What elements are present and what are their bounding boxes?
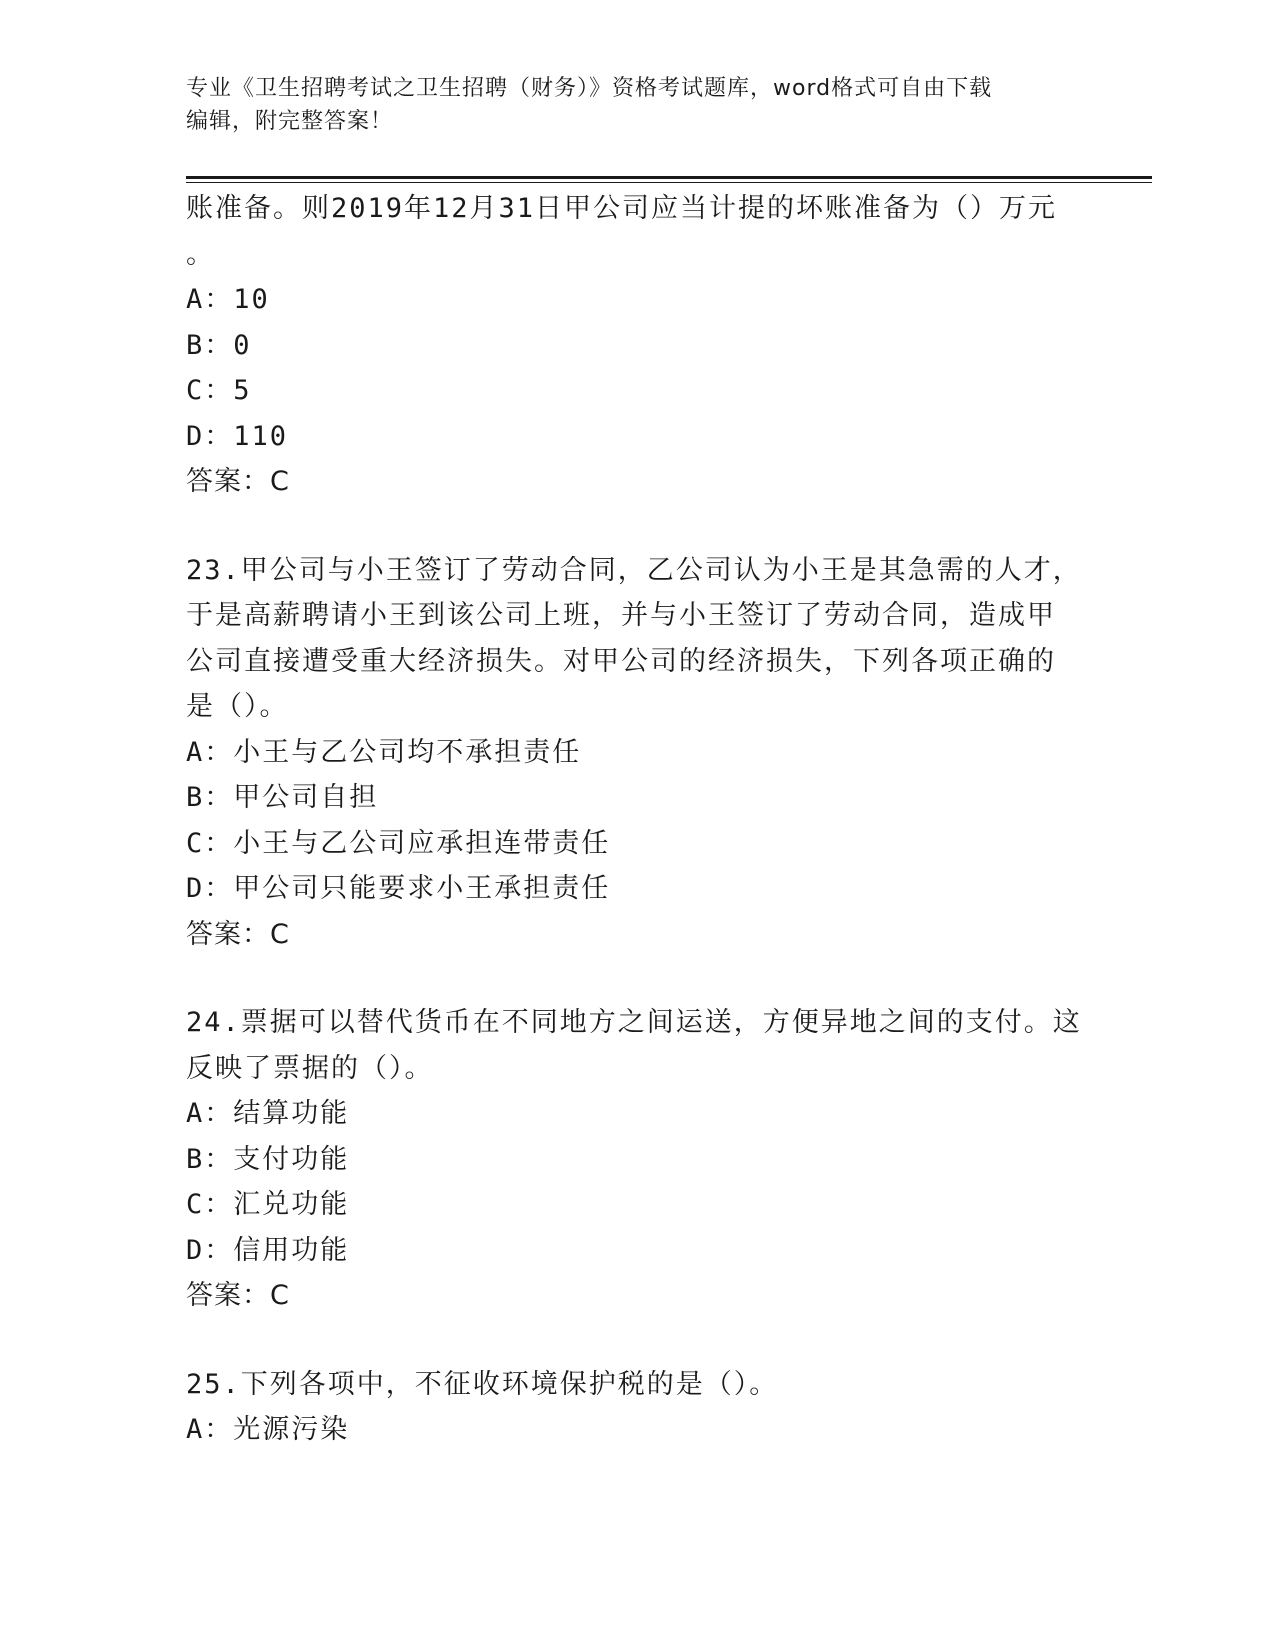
question-text-line: 账准备。则2019年12月31日甲公司应当计提的坏账准备为（）万元 [186, 193, 1058, 224]
header-divider-thin [186, 182, 1152, 183]
option-d: D：110 [186, 420, 289, 452]
option-a: A：小王与乙公司均不承担责任 [186, 736, 582, 768]
option-b: B：支付功能 [186, 1143, 350, 1175]
question-text-line: 是（）。 [186, 691, 289, 722]
question-25 [186, 1362, 1086, 1453]
option-b: B：0 [186, 329, 252, 361]
document-header: 专业《卫生招聘考试之卫生招聘（财务）》资格考试题库，word格式可自由下载 编辑，附完整答案！ [186, 76, 993, 134]
header-divider-thick [186, 176, 1152, 179]
question-22-continued [186, 186, 1086, 505]
question-text-line: 于是高薪聘请小王到该公司上班，并与小王签订了劳动合同，造成甲 [186, 600, 1056, 631]
question-content [186, 186, 1086, 1453]
question-24 [186, 1000, 1086, 1319]
option-a: A：光源污染 [186, 1414, 350, 1445]
option-c: C：5 [186, 375, 252, 406]
question-text-line: 24.票据可以替代货币在不同地方之间运送，方便异地之间的支付。这 [186, 1007, 1082, 1038]
question-text-line: 23.甲公司与小王签订了劳动合同，乙公司认为小王是其急需的人才， [186, 554, 1082, 586]
question-text-line: 反映了票据的（）。 [186, 1052, 434, 1084]
question-23 [186, 548, 1086, 958]
option-c: C：小王与乙公司应承担连带责任 [186, 827, 611, 859]
question-text-line: 公司直接遭受重大经济损失。对甲公司的经济损失，下列各项正确的 [186, 645, 1056, 677]
option-b: B：甲公司自担 [186, 782, 379, 813]
question-text-line: 。 [186, 238, 215, 270]
option-c: C：汇兑功能 [186, 1189, 350, 1220]
answer-line: 答案：C [186, 918, 290, 950]
option-d: D：甲公司只能要求小王承担责任 [186, 873, 611, 904]
answer-line: 答案：C [186, 466, 290, 497]
option-a: A：10 [186, 284, 270, 315]
option-d: D：信用功能 [186, 1234, 350, 1266]
question-text-line: 25.下列各项中，不征收环境保护税的是（）。 [186, 1368, 779, 1400]
answer-line: 答案：C [186, 1280, 290, 1311]
option-a: A：结算功能 [186, 1098, 350, 1129]
